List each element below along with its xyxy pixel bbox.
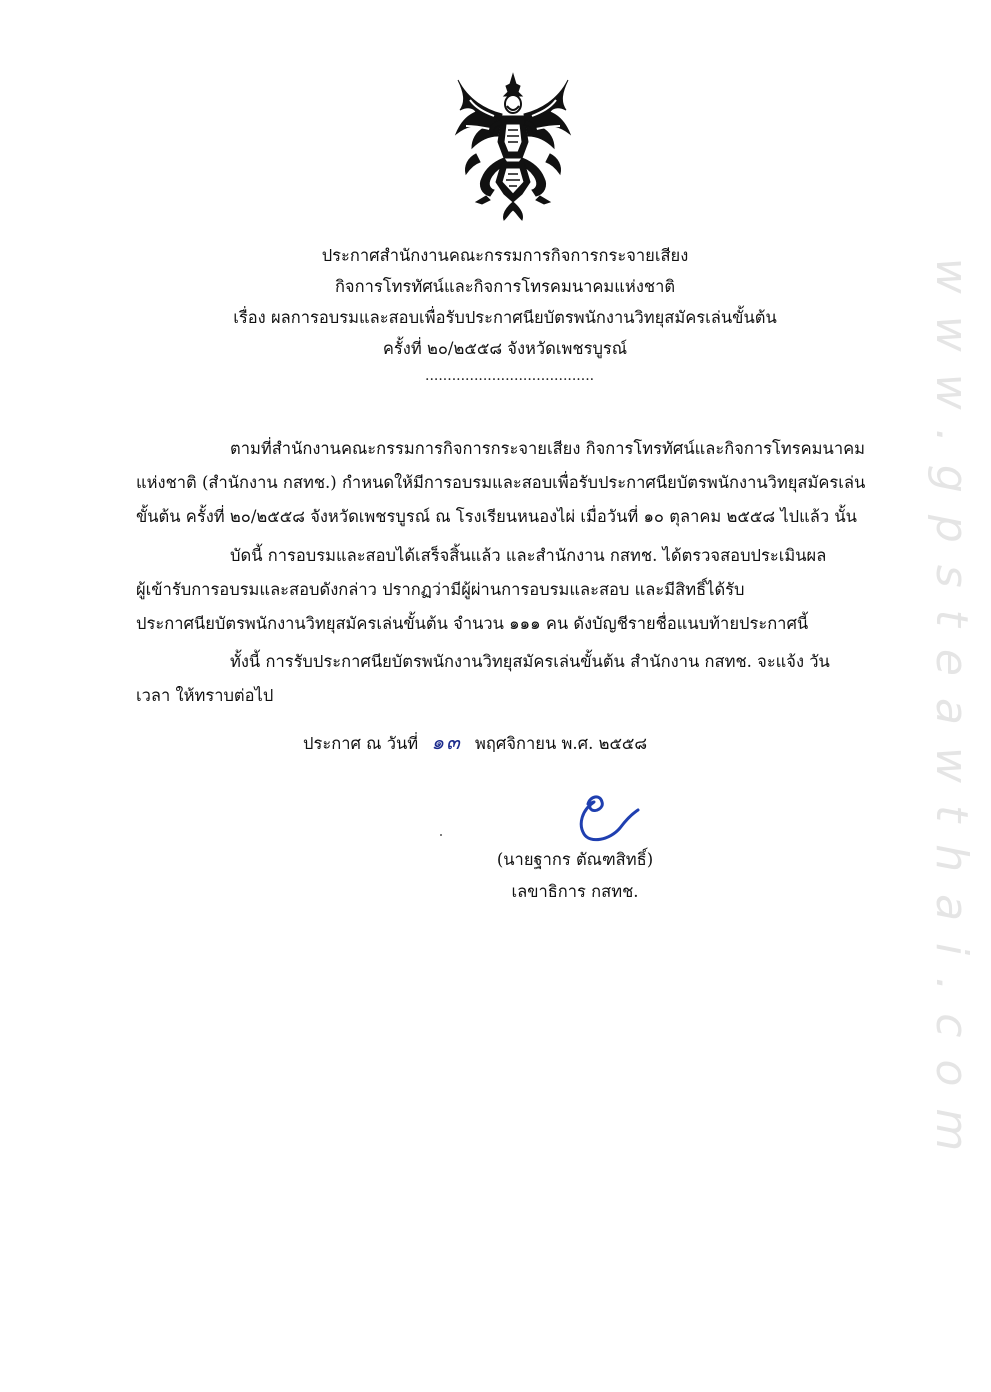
signer-title: เลขาธิการ กสทช. bbox=[511, 882, 639, 901]
stray-dot bbox=[440, 834, 442, 836]
header-session: ครั้งที่ ๒๐/๒๕๕๘ จังหวัดเพชรบูรณ์ bbox=[382, 339, 628, 358]
paragraph-line: ประกาศนียบัตรพนักงานวิทยุสมัครเล่นขั้นต้น จำนวน ๑๑๑ คน ดังบัญชีรายชื่อแนบท้ายประกาศนี้ bbox=[136, 614, 809, 633]
paragraph-line: แห่งชาติ (สำนักงาน กสทช.) กำหนดให้มีการอบรมและสอบเพื่อรับประกาศนียบัตรพนักงานวิทยุสมัครเล่น bbox=[136, 473, 866, 492]
paragraph-line: ผู้เข้ารับการอบรมและสอบดังกล่าว ปรากฏว่ามีผู้ผ่านการอบรมและสอบ และมีสิทธิ์ได้รับ bbox=[136, 580, 745, 599]
header-line-2: กิจการโทรทัศน์และกิจการโทรคมนาคมแห่งชาติ bbox=[334, 277, 676, 296]
garuda-emblem-icon bbox=[446, 70, 580, 222]
header-subject: เรื่อง ผลการอบรมและสอบเพื่อรับประกาศนียบัตรพนักงานวิทยุสมัครเล่นขั้นต้น bbox=[233, 308, 777, 327]
header-line-1: ประกาศสำนักงานคณะกรรมการกิจการกระจายเสียง bbox=[321, 246, 689, 265]
paragraph-line: ขั้นต้น ครั้งที่ ๒๐/๒๕๕๘ จังหวัดเพชรบูรณ์ ณ โรงเรียนหนองไผ่ เมื่อวันที่ ๑๐ ตุลาคม ๒๕๕๘ ไปแล้ว นั้น bbox=[136, 507, 857, 526]
paragraph-1 bbox=[136, 432, 892, 534]
paragraph-line: เวลา ให้ทราบต่อไป bbox=[136, 686, 274, 705]
announcement-date bbox=[303, 726, 647, 760]
announcement-prefix: ประกาศ ณ วันที่ bbox=[303, 734, 419, 753]
paragraph-line: ตามที่สำนักงานคณะกรรมการกิจการกระจายเสียง กิจการโทรทัศน์และกิจการโทรคมนาคม bbox=[230, 439, 865, 458]
announcement-header bbox=[120, 240, 890, 364]
header-separator: ...................................... bbox=[425, 368, 595, 384]
signature-icon bbox=[560, 790, 650, 850]
watermark-text: www.gpsteawthai.com bbox=[926, 257, 978, 1173]
vertical-watermark bbox=[927, 60, 977, 1370]
signer-block bbox=[485, 844, 665, 908]
paragraph-3 bbox=[136, 645, 892, 713]
paragraph-line: ทั้งนี้ การรับประกาศนียบัตรพนักงานวิทยุสมัครเล่นขั้นต้น สำนักงาน กสทช. จะแจ้ง วัน bbox=[230, 652, 830, 671]
handwritten-day: ๑๓ bbox=[431, 730, 462, 754]
paragraph-2 bbox=[136, 539, 892, 641]
paragraph-line: บัดนี้ การอบรมและสอบได้เสร็จสิ้นแล้ว และสำนักงาน กสทช. ได้ตรวจสอบประเมินผล bbox=[230, 546, 827, 565]
announcement-month-year: พฤศจิกายน พ.ศ. ๒๕๕๘ bbox=[475, 734, 648, 753]
signer-name: (นายฐากร ตัณฑสิทธิ์) bbox=[496, 850, 654, 869]
